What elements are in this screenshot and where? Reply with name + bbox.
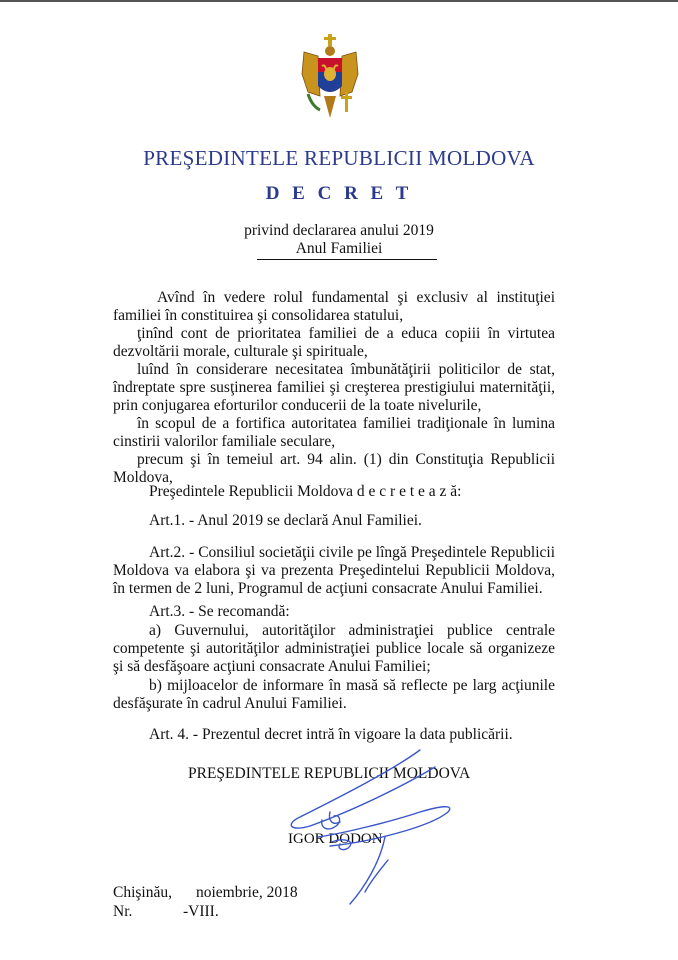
moldova-coat-of-arms-icon [298, 34, 362, 120]
preamble-paragraph-2: ţinînd cont de prioritatea familiei de a educa copiii în virtutea dezvoltării morale, culturale şi spirituale, [113, 325, 555, 360]
number-suffix: -VIII. [183, 903, 219, 920]
scan-edge-line [0, 0, 678, 2]
issuer-heading: PREŞEDINTELE REPUBLICII MOLDOVA [143, 146, 535, 170]
article-1: Art.1. - Anul 2019 se declară Anul Familiei. [149, 512, 422, 529]
date-label: noiembrie, 2018 [196, 884, 298, 901]
preamble-paragraph-4: în scopul de a fortifica autoritatea familiei tradiţionale în lumina cinstirii valorilor familiale seculare, [113, 415, 555, 450]
preamble-paragraph-3: luînd în considerare necesitatea îmbunătăţirii politicilor de stat, îndreptate spre susţinerea familiei şi creşterea prestigiului maternităţii, prin conjugarea eforturilor conducerii de la toate nivelurile, [113, 361, 555, 414]
decree-number [113, 903, 219, 921]
number-label: Nr. [113, 903, 133, 920]
decrees-line: Preşedintele Republicii Moldova d e c r e t e a z ă: [149, 483, 462, 500]
subject-line-1: privind declararea anului 2019 [244, 222, 434, 239]
article-2: Art.2. - Consiliul societăţii civile pe lîngă Preşedintele Republicii Moldova va elabora şi va prezenta Preşedintelui Republicii Moldova, în termen de 2 luni, Programul de acţiuni consacrate Anului Familiei. [113, 544, 555, 597]
subject-line-2: Anul Familiei [295, 240, 383, 257]
article-3-point-a: a) Guvernului, autorităţilor administraţiei publice centrale competente şi autorităţilor administraţiei publice locale să organizeze şi să desfăşoare acţiuni consacrate Anului Familiei; [113, 622, 555, 675]
preamble-paragraph-1: Avînd în vedere rolul fundamental şi exclusiv al instituţiei familiei în constituirea şi consolidarea statului, [113, 289, 555, 324]
article-4: Art. 4. - Prezentul decret intră în vigoare la data publicării. [149, 726, 513, 743]
preamble-paragraph-5: precum şi în temeiul art. 94 alin. (1) din Constituţia Republicii Moldova, [113, 451, 555, 486]
document-title: D E C R E T [265, 183, 413, 204]
place-and-date [113, 884, 298, 902]
signatory-name: IGOR DODON [288, 831, 383, 847]
handwritten-signature-icon [270, 742, 480, 912]
subject-underline [257, 259, 437, 260]
article-3-point-b: b) mijloacelor de informare în masă să reflecte pe larg acţiunile desfăşurate în cadrul Anului Familiei. [113, 677, 555, 712]
article-3-intro: Art.3. - Se recomandă: [149, 603, 290, 620]
place-label: Chişinău, [113, 884, 172, 901]
signatory-title: PREŞEDINTELE REPUBLICII MOLDOVA [188, 765, 471, 782]
